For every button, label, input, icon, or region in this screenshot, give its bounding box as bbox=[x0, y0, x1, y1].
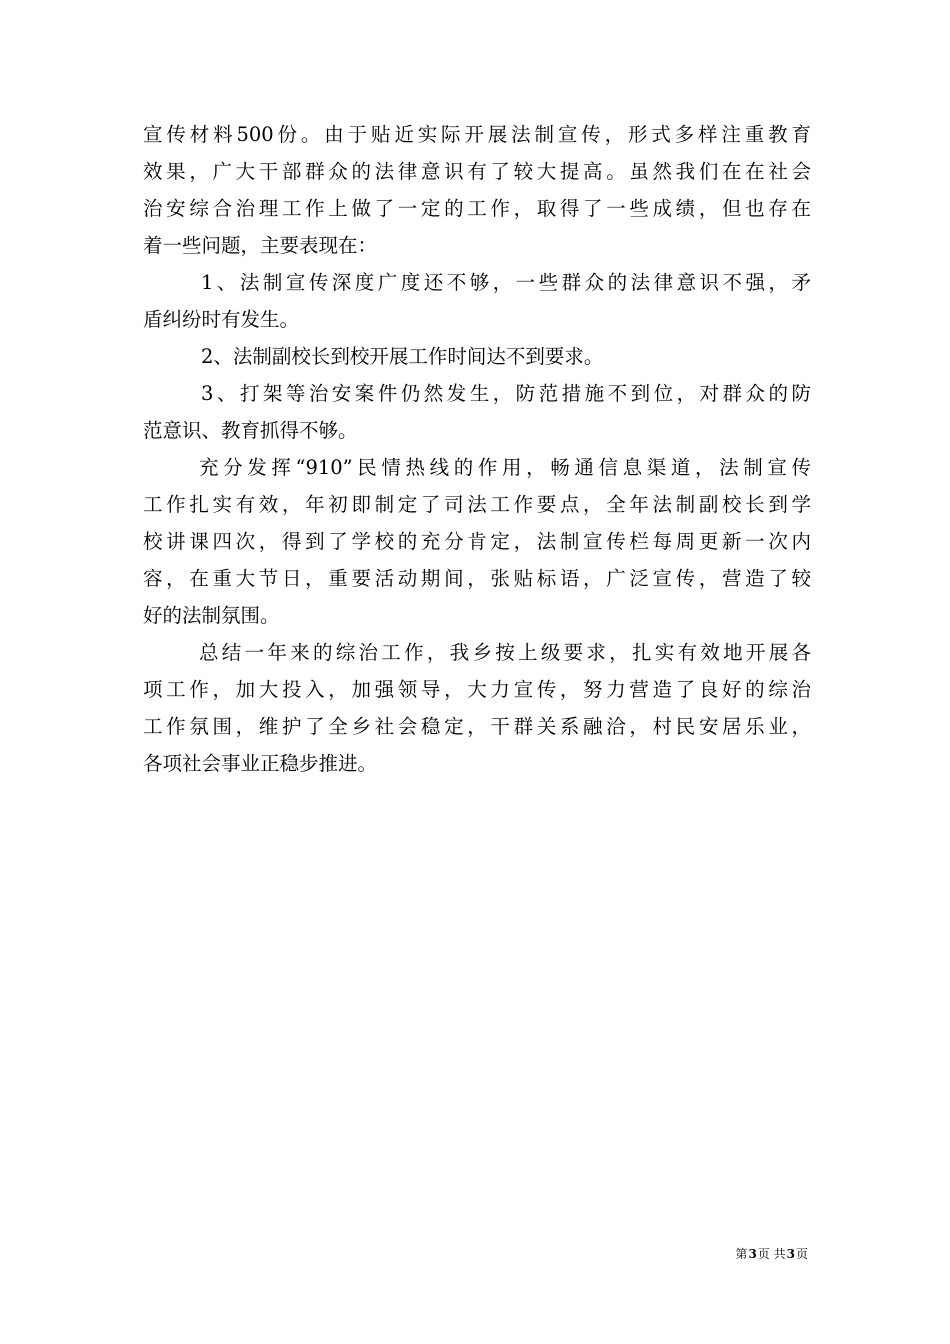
text-line: 工作扎实有效，年初即制定了司法工作要点，全年法制副校长到学 bbox=[143, 493, 811, 516]
text-line: 各项社会事业正稳步推进。 bbox=[143, 752, 378, 775]
text-line: 充分发挥“910”民情热线的作用，畅通信息渠道，法制宣传 bbox=[199, 456, 811, 479]
text-line: 3、打架等治安案件仍然发生，防范措施不到位，对群众的防 bbox=[201, 382, 811, 405]
paragraph-hotline bbox=[143, 449, 811, 634]
body-text bbox=[143, 116, 811, 782]
problem-item-3 bbox=[143, 375, 811, 449]
paragraph-continuation bbox=[143, 116, 811, 264]
text-line: 2、法制副校长到校开展工作时间达不到要求。 bbox=[201, 345, 604, 368]
text-line: 容，在重大节日，重要活动期间，张贴标语，广泛宣传，营造了较 bbox=[143, 567, 811, 590]
problem-item-1 bbox=[143, 264, 811, 338]
current-page-number: 3 bbox=[748, 1247, 757, 1261]
text-line: 项工作，加大投入，加强领导，大力宣传，努力营造了良好的综治 bbox=[143, 678, 811, 701]
text-line: 总结一年来的综治工作，我乡按上级要求，扎实有效地开展各 bbox=[199, 641, 811, 664]
footer-middle: 页 共 bbox=[757, 1247, 786, 1261]
text-line: 盾纠纷时有发生。 bbox=[143, 308, 300, 331]
text-line: 好的法制氛围。 bbox=[143, 604, 280, 627]
text-line: 治安综合治理工作上做了一定的工作，取得了一些成绩，但也存在 bbox=[143, 197, 811, 220]
problem-item-2 bbox=[143, 338, 811, 375]
text-line: 范意识、教育抓得不够。 bbox=[143, 419, 358, 442]
footer-prefix: 第 bbox=[735, 1247, 748, 1261]
text-line: 宣传材料500份。由于贴近实际开展法制宣传，形式多样注重教育 bbox=[143, 123, 811, 146]
text-line: 校讲课四次，得到了学校的充分肯定，法制宣传栏每周更新一次内 bbox=[143, 530, 811, 553]
text-line: 1、法制宣传深度广度还不够，一些群众的法律意识不强，矛 bbox=[201, 271, 811, 294]
text-line: 效果，广大干部群众的法律意识有了较大提高。虽然我们在在社会 bbox=[143, 160, 811, 183]
page-number-footer bbox=[735, 1246, 808, 1262]
footer-suffix: 页 bbox=[795, 1247, 808, 1261]
paragraph-summary bbox=[143, 634, 811, 782]
text-line: 工作氛围，维护了全乡社会稳定，干群关系融洽，村民安居乐业， bbox=[143, 715, 811, 738]
total-page-number: 3 bbox=[786, 1247, 795, 1261]
text-line: 着一些问题，主要表现在： bbox=[143, 234, 378, 257]
